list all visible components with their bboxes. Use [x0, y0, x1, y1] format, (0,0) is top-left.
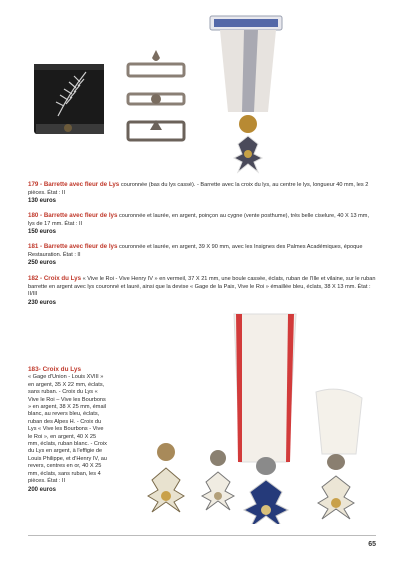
lot-text: couronnée (bas du lys cassé). - Barrette avec la croix du lys, au centre le lys, longueur 40 mm, les 2 pièces. État : II: [28, 182, 369, 196]
barrette-lys-1-icon: [128, 50, 184, 76]
lot-text: « Vive le Roi - Vive Henry IV » en vermeil, 37 X 21 mm, une boule cassée, éclats, ruban de l'Ille et vilaine, sur le ruban barrette en argent avec lys couronné et lauré, ainsi que la devise « Gage de la Paix, Vive le Roi » émaillée bleu, éclats, 38 X 13 mm. État : II/III: [28, 276, 376, 298]
medal-ribbon-grey-icon: [210, 16, 282, 172]
lot-title: 181 - Barrette avec fleur de lys: [28, 243, 118, 250]
photo-lots-179-181: [28, 10, 288, 180]
lot-183: [28, 366, 108, 494]
page-number: 65: [368, 541, 376, 548]
lot-price: 130 euros: [28, 198, 57, 205]
lot-title: 183- Croix du Lys: [28, 366, 82, 373]
cross-medal-1-icon: [148, 443, 184, 512]
lot-180: [28, 212, 376, 237]
cross-medal-4-icon: [318, 454, 354, 519]
barrette-lys-3-icon: [128, 120, 184, 140]
lot-price: 150 euros: [28, 229, 57, 236]
cross-medal-2-icon: [202, 450, 234, 510]
cross-medal-3-icon: [244, 457, 288, 524]
lot-title: 179 - Barrette avec fleur de Lys: [28, 181, 120, 188]
footer-rule: [28, 535, 376, 536]
lot-price: 200 euros: [28, 486, 57, 493]
lot-title: 180 - Barrette avec fleur de lys: [28, 212, 118, 219]
photo-lot-183: [130, 312, 380, 524]
barrette-black-palm-icon: [34, 64, 104, 134]
lot-price: 230 euros: [28, 299, 57, 306]
lot-text: « Gage d'Union - Louis XVIII » en argent, 35 X 22 mm, éclats, sans ruban. - Croix du Lys « Vive le Roi – Vive les Bourbons » en argent, 38 X 25 mm, émail blanc, au revers bleu, éclats, ruban des Alpes H. - Croix du Lys « Vive les Bourbons - Vive le Roi », en argent, 40 X 25 mm, éclats, ruban blanc. - Croix du Lys en argent, à l'effigie de Louis Philippe, et d'Henry IV, au revers, centres en or, 40 X 25 mm, éclats, sans ruban, les 4 pièces. État : II: [28, 374, 107, 485]
lot-179: [28, 181, 376, 206]
lot-text: couronnée et laurée, en argent, 39 X 90 mm, avec les Insignes des Palmes Académiques, époque Restauration. État : II: [28, 244, 363, 258]
barrette-lys-2-icon: [128, 94, 184, 104]
lot-text: couronnée et laurée, en argent, poinçon au cygne (vente posthume), très belle ciselure, 40 X 13 mm, lys de 17 mm. État : II: [28, 213, 369, 227]
lot-price: 250 euros: [28, 260, 57, 267]
lot-title: 182 - Croix du Lys: [28, 275, 82, 282]
lot-181: [28, 243, 376, 268]
lot-182: [28, 275, 376, 307]
